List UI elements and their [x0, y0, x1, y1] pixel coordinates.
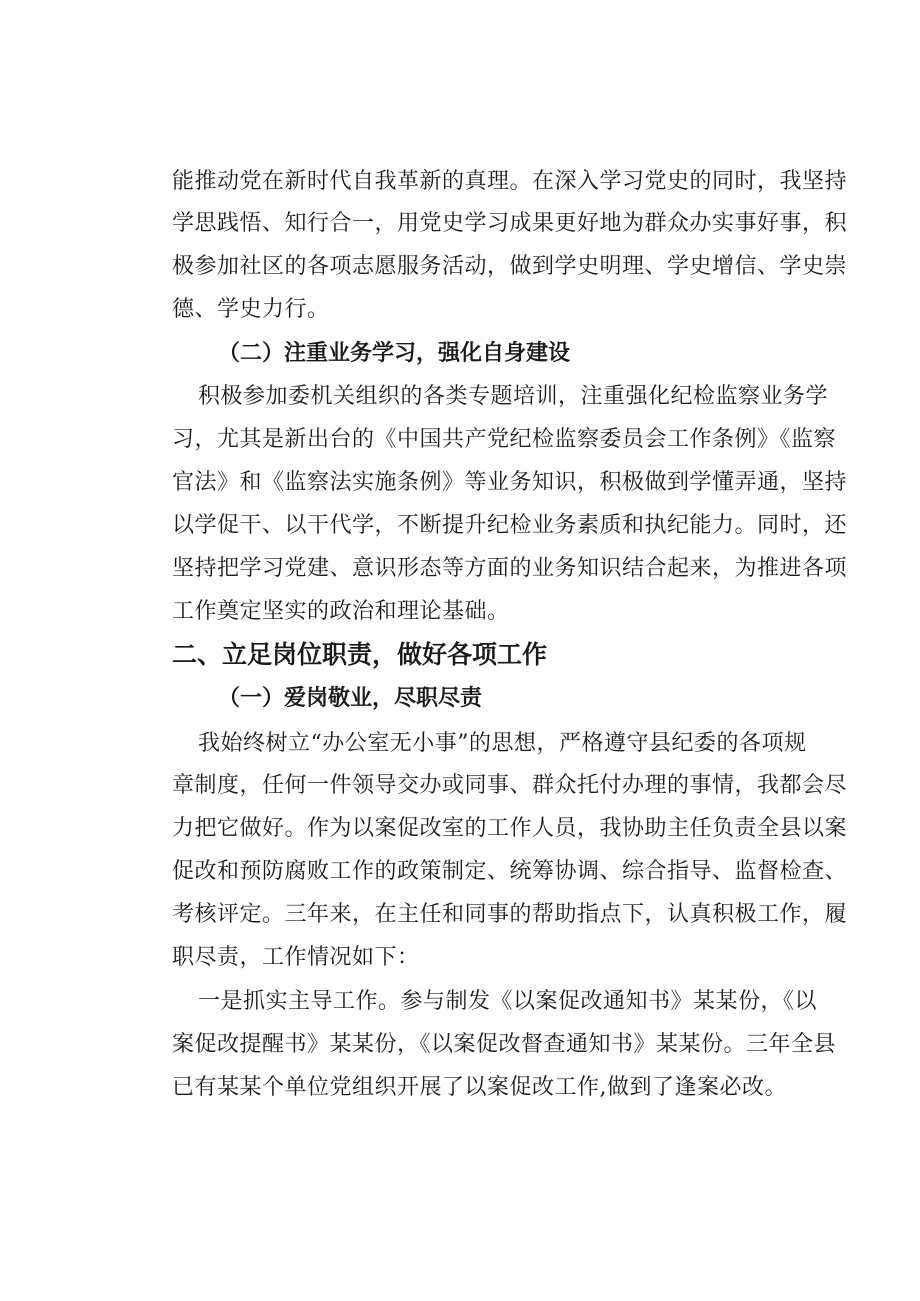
- paragraph-3-line-3: 力把它做好。作为以案促改室的工作人员，我协助主任负责全县以案: [172, 816, 848, 841]
- paragraph-1-line-4: 德、学史力行。: [172, 297, 330, 322]
- paragraph-2-line-4: 以学促干、以干代学，不断提升纪检业务素质和执纪能力。同时，还: [172, 513, 848, 538]
- paragraph-2-line-1: 积极参加委机关组织的各类专题培训，注重强化纪检监察业务学: [198, 384, 829, 409]
- paragraph-1-line-1: 能推动党在新时代自我革新的真理。在深入学习党史的同时，我坚持: [172, 169, 848, 194]
- paragraph-1-line-2: 学思践悟、知行合一，用党史学习成果更好地为群众办实事好事，积: [172, 211, 848, 236]
- paragraph-4-line-3: 已有某某个单位党组织开展了以案促改工作,做到了逢案必改。: [172, 1075, 787, 1100]
- paragraph-3-line-4: 促改和预防腐败工作的政策制定、统筹协调、综合指导、监督检查、: [172, 859, 848, 884]
- paragraph-3-line-1: 我始终树立“办公室无小事”的思想，严格遵守县纪委的各项规: [198, 731, 807, 756]
- paragraph-3-line-2: 章制度，任何一件领导交办或同事、群众托付办理的事情，我都会尽: [172, 773, 848, 798]
- paragraph-2-line-2: 习，尤其是新出台的《中国共产党纪检监察委员会工作条例》《监察: [172, 427, 837, 452]
- subheading-1: （一）爱岗敬业，尽职尽责: [218, 686, 483, 711]
- section-heading: 二、立足岗位职责，做好各项工作: [172, 640, 548, 669]
- paragraph-4-line-1: 一是抓实主导工作。参与制发《以案促改通知书》某某份，《以: [198, 989, 818, 1014]
- paragraph-4-line-2: 案促改提醒书》某某份，《以案促改督查通知书》某某份。三年全县: [172, 1032, 837, 1057]
- paragraph-1-line-3: 极参加社区的各项志愿服务活动，做到学史明理、学史增信、学史崇: [172, 254, 848, 279]
- paragraph-2-line-5: 坚持把学习党建、意识形态等方面的业务知识结合起来，为推进各项: [172, 556, 848, 581]
- paragraph-3-line-5: 考核评定。三年来，在主任和同事的帮助指点下，认真积极工作，履: [172, 902, 848, 927]
- paragraph-2-line-3: 官法》和《监察法实施条例》等业务知识，积极做到学懂弄通，坚持: [172, 470, 848, 495]
- subheading-2: （二）注重业务学习，强化自身建设: [218, 341, 571, 366]
- paragraph-3-line-6: 职尽责，工作情况如下：: [172, 945, 420, 970]
- paragraph-2-line-6: 工作奠定坚实的政治和理论基础。: [172, 599, 510, 624]
